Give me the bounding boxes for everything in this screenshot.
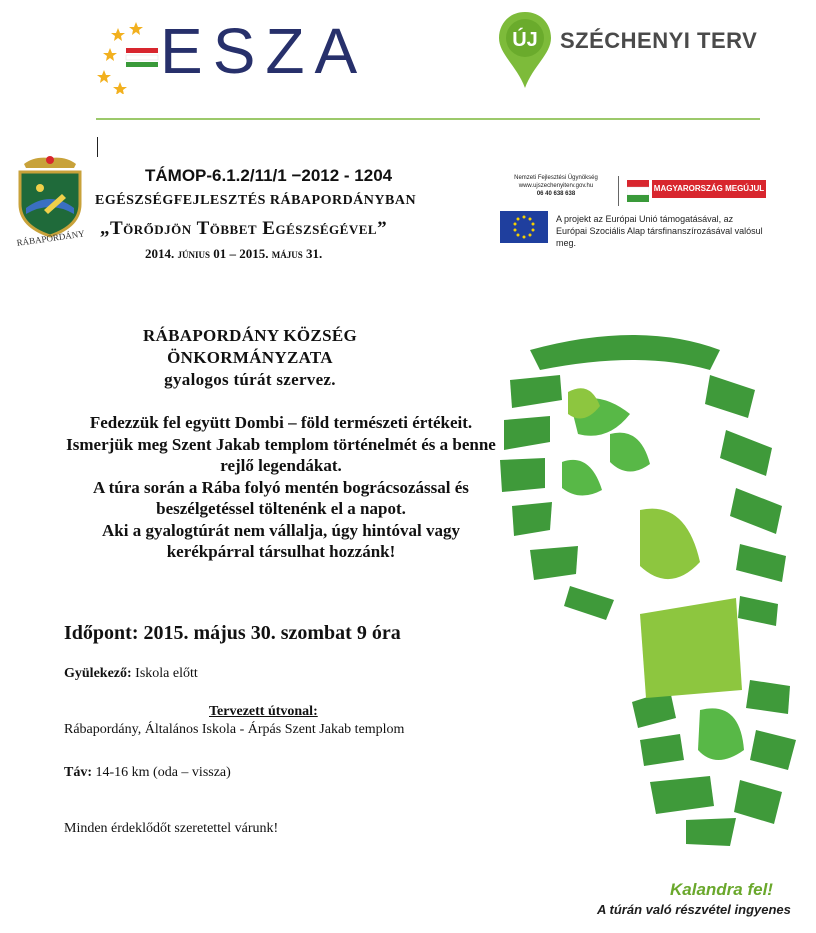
free-participation-note: A túrán való részvétel ingyenes bbox=[597, 902, 791, 917]
event-time-label: Időpont: bbox=[64, 622, 139, 644]
esza-logo-text: ESZA bbox=[160, 15, 368, 87]
text-cursor bbox=[97, 137, 98, 157]
nfu-info bbox=[500, 174, 612, 198]
project-dates: 2014. június 01 – 2015. május 31. bbox=[145, 246, 323, 261]
description-paragraph: A túra során a Rába folyó mentén bográcsozással és beszélgetéssel töltenénk el a napot. bbox=[93, 477, 469, 518]
hungary-flag-icon bbox=[627, 180, 649, 202]
organizer-line-2: ÖNKORMÁNYZATA bbox=[167, 348, 333, 367]
kalandra-slogan: Kalandra fel! bbox=[670, 880, 773, 899]
szechenyi-logo-text: SZÉCHENYI TERV bbox=[560, 28, 758, 53]
distance-label: Táv: bbox=[64, 765, 92, 780]
organizer-line-3: gyalogos túrát szervez. bbox=[164, 370, 336, 389]
szechenyi-pin-icon bbox=[497, 10, 553, 90]
magyarorszag-megujul-banner: MAGYARORSZÁG MEGÚJUL bbox=[652, 180, 766, 198]
distance bbox=[64, 765, 231, 781]
eu-support-text: A projekt az Európai Unió támogatásával, az Európai Szociális Alap társfinanszírozásával valósul meg. bbox=[556, 214, 763, 248]
crest-label: RÁBAPORDÁNY bbox=[16, 228, 86, 248]
organizer-line-1: RÁBAPORDÁNY KÖZSÉG bbox=[143, 326, 357, 345]
rabapordany-crest-icon bbox=[14, 150, 86, 240]
nfu-url: www.ujszechenyiterv.gov.hu bbox=[518, 183, 594, 189]
eu-flag-icon bbox=[500, 211, 548, 243]
nfu-phone: 06 40 638 638 bbox=[536, 191, 576, 197]
project-title: EGÉSZSÉGFEJLESZTÉS RÁBAPORDÁNYBAN bbox=[95, 193, 417, 208]
meeting-point bbox=[64, 666, 198, 682]
meeting-point-value: Iskola előtt bbox=[135, 666, 198, 681]
boot-footprint-icon bbox=[490, 330, 800, 850]
nfu-agency: Nemzeti Fejlesztési Ügynökség bbox=[514, 175, 598, 181]
sponsor-divider bbox=[618, 176, 619, 206]
event-time bbox=[64, 622, 401, 645]
event-time-value: 2015. május 30. szombat 9 óra bbox=[143, 622, 401, 644]
route-value: Rábapordány, Általános Iskola - Árpás Szent Jakab templom bbox=[64, 722, 405, 737]
project-code: TÁMOP-6.1.2/11/1 −2012 - 1204 bbox=[145, 166, 393, 185]
description-block bbox=[66, 412, 496, 563]
project-motto: „Törődjön Többet Egészségével” bbox=[100, 218, 388, 239]
header-divider bbox=[96, 118, 760, 120]
szechenyi-pin-text: ÚJ bbox=[512, 29, 538, 51]
distance-value: 14-16 km (oda – vissza) bbox=[95, 765, 231, 780]
welcome-text: Minden érdeklődőt szeretettel várunk! bbox=[64, 821, 279, 836]
description-paragraph: Aki a gyalogtúrát nem vállalja, úgy hintóval vagy kerékpárral társulhat hozzánk! bbox=[102, 520, 460, 561]
route-heading: Tervezett útvonal: bbox=[209, 704, 318, 719]
meeting-point-label: Gyülekező: bbox=[64, 666, 132, 681]
description-paragraph: Ismerjük meg Szent Jakab templom történelmét és a benne rejlő legendákat. bbox=[66, 434, 496, 475]
organizer-block bbox=[130, 325, 370, 391]
description-paragraph: Fedezzük fel együtt Dombi – föld természeti értékeit. bbox=[89, 413, 473, 432]
